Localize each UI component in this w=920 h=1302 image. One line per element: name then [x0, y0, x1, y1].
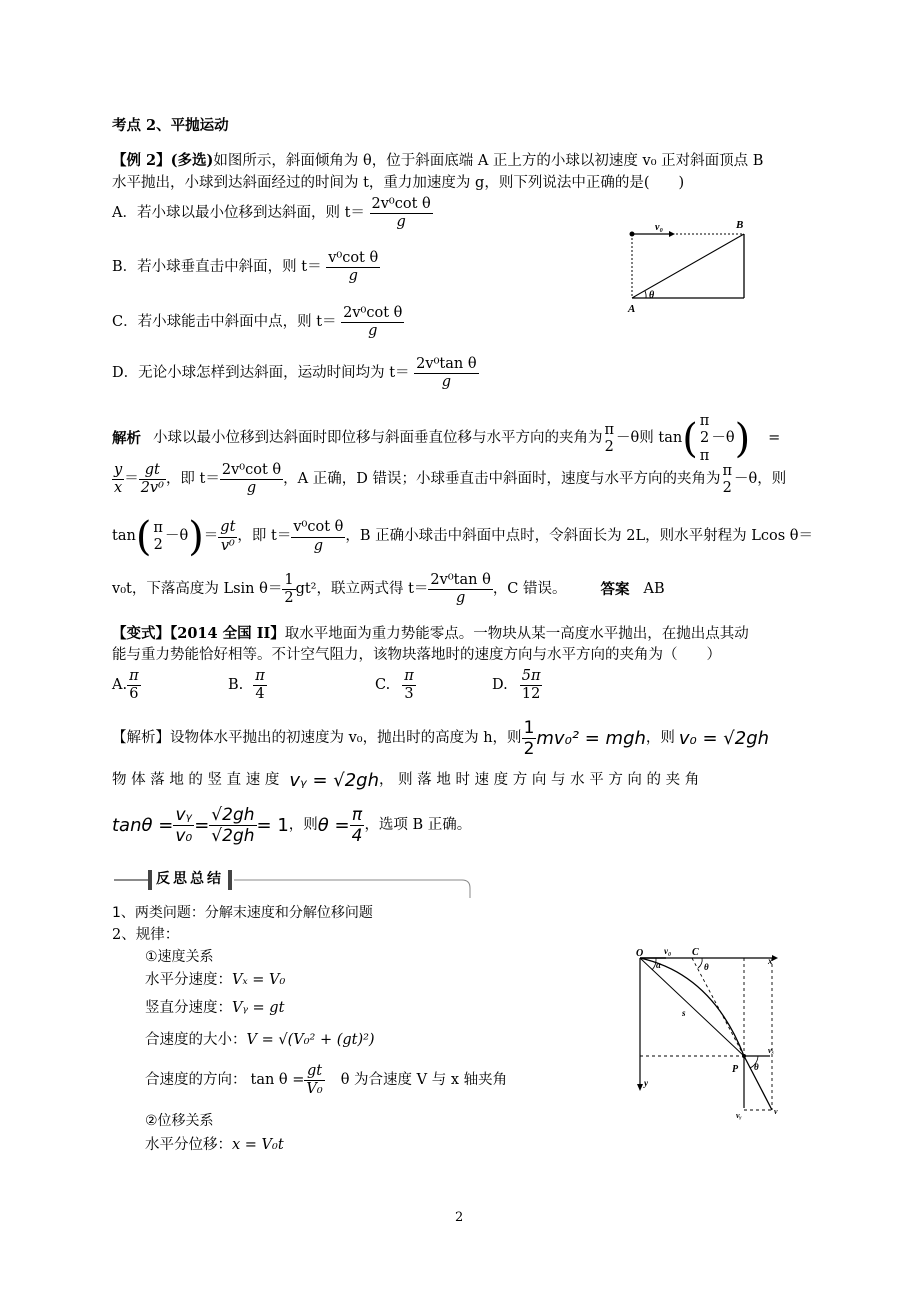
option-b-den: g: [348, 268, 358, 285]
eq4-frac2-num: √2gh: [211, 805, 255, 825]
eq4-frac3-num: π: [350, 805, 365, 826]
displacement-s: [640, 958, 744, 1056]
eq4-frac2: [209, 805, 256, 847]
analysis-line4: [112, 572, 665, 608]
reflection-bar-right: [228, 870, 232, 890]
variant-a-frac: [127, 668, 141, 704]
variant-option-b: [228, 668, 267, 704]
section-title: 考点 2、平抛运动: [112, 117, 229, 134]
answer-label: 答案: [600, 581, 630, 599]
variant-b-label: B.: [228, 677, 244, 694]
eq1-half-num: 1: [523, 718, 535, 738]
half-den: 2: [284, 590, 294, 607]
analysis-frac1-den: 2: [604, 439, 614, 456]
variant-a-label: A.: [112, 677, 128, 694]
label-theta-c: θ: [704, 962, 709, 972]
eq4-theta: θ =: [317, 815, 350, 837]
example-tag: 【例 2】: [112, 152, 171, 169]
label-vx: vₓ: [768, 1046, 775, 1055]
option-a-den: g: [396, 214, 406, 231]
option-b-text: B．若小球垂直击中斜面，则 t＝: [112, 259, 322, 276]
paren2-num: π: [153, 519, 163, 536]
eq2: v₀ = √2gh: [678, 728, 770, 750]
dir-tan: tan θ =: [250, 1072, 305, 1089]
velocity-title: ①速度关系: [145, 949, 214, 965]
dir-frac: [304, 1063, 324, 1099]
v0-arrowhead: [669, 231, 675, 237]
option-d-text: D．无论小球怎样到达斜面，运动时间均为 t＝: [112, 365, 410, 382]
option-b-frac: [326, 250, 380, 286]
analysis-text3a: ，即 t＝: [237, 528, 292, 545]
vx-row: [145, 972, 285, 989]
t-den: g: [246, 480, 257, 497]
variant-b-num: π: [253, 668, 267, 686]
reflection-line-right: [234, 880, 470, 898]
label-theta-p: θ: [754, 1062, 759, 1072]
answer-value: AB: [643, 581, 665, 598]
analysis-paren-extra: π: [699, 447, 710, 464]
label-P: P: [732, 1064, 739, 1075]
variant-line1: [112, 625, 749, 643]
option-d: [112, 356, 479, 392]
option-c-text: C．若小球能击中斜面中点，则 t＝: [112, 314, 337, 331]
analysis-paren-frac: [698, 413, 712, 465]
gt-den: 2v⁰: [140, 480, 164, 497]
paren2-minus: －θ: [164, 528, 189, 545]
analysis-line3: tan( π 2 －θ)＝ $\frac{gt}{\text{v⁰}}$ ，即 t＝ $\frac{\text{v⁰cot θ}}{g}$ ，B 正确小球击中斜面中点时，令斜面长为 2L，则水平射程为 Lcos θ＝: [112, 514, 813, 560]
analysis-text2c: ，即 t＝: [165, 471, 220, 488]
analysis-paren-den: 2: [699, 430, 710, 447]
example-stem-text1: 如图所示，斜面倾角为 θ，位于斜面底端 A 正上方的小球以初速度 v₀ 正对斜面顶点 B: [213, 153, 764, 169]
option-a-frac: [370, 196, 433, 232]
variant-analysis-tag: 【解析】: [112, 730, 170, 747]
reflection-item1: 1、两类问题：分解末速度和分解位移问题: [112, 905, 373, 921]
label-v0: v₀: [655, 222, 663, 233]
analysis-text2g: －θ，则: [733, 471, 787, 488]
dir-frac-den: V₀: [306, 1081, 323, 1098]
eq4-frac1: [173, 805, 194, 847]
variant-d-num: 5π: [520, 668, 543, 686]
label-v0-fig2: v₀: [664, 946, 672, 956]
variant-a-num: π: [127, 668, 141, 686]
vx-eq: Vₓ = V₀: [232, 972, 286, 988]
t3-den: g: [455, 590, 466, 607]
eq4-then: ，则: [288, 817, 318, 834]
analysis-gtv0-frac: [218, 519, 237, 555]
vy-row: [145, 1000, 284, 1017]
analysis-half-frac: [282, 572, 295, 608]
t2-den: g: [313, 537, 323, 554]
option-b-num: v⁰cot θ: [326, 250, 380, 268]
x-eq: x = V₀t: [232, 1137, 284, 1153]
v-row: [145, 1032, 375, 1049]
analysis-line1: [112, 413, 780, 465]
analysis-text4b: gt²，联立两式得 t＝: [295, 581, 429, 598]
variant-d-frac: [520, 668, 543, 704]
x-row: [145, 1137, 284, 1154]
variant-analysis-text2: 物 体 落 地 的 竖 直 速 度: [112, 772, 280, 789]
label-C: C: [692, 947, 699, 958]
option-b: [112, 250, 380, 286]
eq1-half-frac: [522, 718, 537, 760]
label-vy: vᵧ: [736, 1111, 742, 1120]
variant-analysis-line1: [112, 718, 769, 760]
variant-option-d: [492, 668, 542, 704]
v-eq: V = √(V₀² + (gt)²): [246, 1032, 375, 1048]
example-stem-line1: [112, 152, 763, 170]
option-d-frac: [414, 356, 478, 392]
variant-d-label: D.: [492, 677, 508, 694]
analysis-tan: tan: [112, 528, 136, 545]
analysis-line2: $\frac{y}{x}$ ＝ $\frac{gt}{\text{2v⁰}}$ ，即 t＝ $\frac{\text{2v⁰cot θ}}{g}$ ，A 正确，D 错误；小球垂直击中斜面时，速度与水平方向的夹角为 π 2 －θ，则: [114, 462, 787, 497]
example-multi: (多选): [170, 152, 214, 169]
variant-c-num: π: [402, 668, 416, 686]
variant-line2: 能与重力势能恰好相等。不计空气阻力，该物块落地时的速度方向与水平方向的夹角为（ ）: [112, 647, 721, 663]
label-s: s: [682, 1008, 686, 1018]
paren-left-1: (: [682, 416, 698, 463]
eq4-frac3-den: 4: [351, 826, 363, 847]
variant-analysis-text2b: ， 则 落 地 时 速 度 方 向 与 水 平 方 向 的 夹 角: [379, 772, 700, 789]
option-c: [112, 305, 404, 341]
reflection-title: 反思总结: [156, 871, 224, 887]
reflection-item2: 2、规律：: [112, 927, 180, 943]
yx-den: x: [114, 480, 123, 497]
option-a-text: A．若小球以最小位移到达斜面，则 t＝: [112, 205, 365, 222]
incline-figure: [622, 216, 752, 316]
paren-right-1: ): [734, 416, 751, 463]
projectile-figure: [632, 944, 780, 1126]
analysis-text3b: ，B 正确小球击中斜面中点时，令斜面长为 2L，则水平射程为 Lcos θ＝: [345, 528, 813, 545]
eq4-tan: tanθ =: [112, 815, 174, 837]
analysis-text4c: ，C 错误。: [492, 581, 567, 598]
analysis-paren-num: π: [699, 413, 710, 429]
pi2-num: π: [722, 462, 732, 479]
variant-analysis-line3: [112, 805, 471, 847]
variant-a-den: 6: [129, 686, 139, 703]
displacement-title: ②位移关系: [145, 1113, 214, 1129]
analysis-pi2-frac: [720, 463, 734, 498]
gt-num: gt: [139, 462, 166, 480]
reflection-bar-left: [148, 870, 152, 890]
eq4-frac2-den: √2gh: [211, 826, 255, 847]
eq4-frac1-den: v₀: [175, 826, 193, 847]
page-number: 2: [455, 1210, 464, 1225]
yx-num: y: [112, 462, 124, 480]
paren-left-2: (: [135, 514, 152, 560]
half-num: 1: [282, 572, 295, 590]
t2-num: v⁰cot θ: [291, 519, 345, 537]
variant-b-frac: [253, 668, 267, 704]
theta-arc: [645, 291, 646, 298]
variant-option-a: [112, 668, 141, 704]
ball: [630, 232, 635, 237]
analysis-gt-frac: [139, 462, 166, 498]
analysis-text2e: ，A 正确，D 错误；小球垂直击中斜面时，速度与水平方向的夹角为: [283, 471, 721, 488]
eq4-frac3: [350, 805, 365, 847]
incline-slope: [632, 234, 744, 298]
eq1-rest: mv₀² = mgh: [536, 728, 646, 750]
variant-d-den: 12: [521, 686, 541, 703]
option-a: [112, 196, 433, 232]
vy-label: 竖直分速度：: [145, 1000, 232, 1016]
point-p: [742, 1054, 746, 1058]
variant-text1: 取水平地面为重力势能零点。一物块从某一高度水平抛出，在抛出点其动: [284, 626, 749, 642]
dir-note: θ 为合速度 V 与 x 轴夹角: [340, 1072, 508, 1089]
label-alpha: α: [656, 960, 661, 970]
analysis-frac1: [603, 422, 617, 457]
option-a-num: 2v⁰cot θ: [370, 196, 433, 214]
option-c-num: 2v⁰cot θ: [341, 305, 404, 323]
dir-frac-num: gt: [304, 1063, 324, 1081]
analysis-t3-frac: [428, 572, 492, 608]
pi2-den: 2: [722, 479, 732, 496]
analysis-t-frac: [220, 462, 283, 498]
variant-analysis-text1: 设物体水平抛出的初速度为 v₀，抛出时的高度为 h，则: [170, 730, 522, 747]
analysis-paren-minus: －θ: [711, 430, 735, 447]
paren-right-2: ): [188, 514, 204, 560]
tangent-dash: [692, 958, 744, 1056]
t-num: 2v⁰cot θ: [220, 462, 283, 480]
vx-label: 水平分速度：: [145, 972, 232, 988]
analysis-text1: 小球以最小位移到达斜面时即位移与斜面垂直位移与水平方向的夹角为: [153, 430, 603, 447]
analysis-yx-frac: [112, 462, 124, 498]
eq1-then: ，则: [645, 730, 675, 747]
label-A: A: [628, 303, 636, 315]
label-O: O: [636, 948, 644, 959]
dir-label: 合速度的方向：: [145, 1072, 247, 1089]
analysis-paren2-frac: [151, 520, 165, 555]
eq1-half-den: 2: [523, 739, 535, 760]
analysis-label: 解析: [112, 430, 141, 448]
label-x: x: [768, 956, 773, 966]
option-d-den: g: [441, 374, 452, 391]
x-label: 水平分位移：: [145, 1137, 232, 1153]
analysis-frac1-num: π: [604, 421, 615, 438]
variant-analysis-line2: [112, 770, 699, 792]
paren2-den: 2: [153, 537, 163, 553]
dir-row: [145, 1063, 507, 1099]
option-c-den: g: [368, 323, 378, 340]
variant-option-c: [375, 668, 416, 704]
example-stem-line2: 水平抛出，小球到达斜面经过的时间为 t，重力加速度为 g，则下列说法中正确的是( ): [112, 175, 685, 191]
eq4-one: = 1: [256, 815, 289, 837]
variant-tag: 【变式】【2014 全国 II】: [112, 625, 285, 642]
theta-arc-c: [698, 958, 702, 968]
eq3: vᵧ = √2gh: [289, 770, 380, 791]
label-y: y: [644, 1078, 648, 1088]
v-label: 合速度的大小：: [145, 1032, 247, 1048]
analysis-text4a: v₀t，下落高度为 Lsin θ＝: [112, 581, 283, 598]
label-v: v: [774, 1107, 778, 1116]
label-theta: θ: [649, 290, 655, 301]
y-axis-arrow: [637, 1084, 643, 1091]
analysis-eq: =: [768, 430, 781, 447]
eq4-eq: =: [194, 815, 210, 837]
label-B: B: [736, 219, 744, 231]
eq4-frac1-num: vᵧ: [173, 805, 194, 826]
gtv0-num: gt: [218, 519, 237, 537]
analysis-t2-frac: [291, 519, 345, 555]
variant-c-frac: [402, 668, 416, 704]
x-axis-arrow: [772, 955, 778, 961]
variant-b-den: 4: [255, 686, 265, 703]
option-d-num: 2v⁰tan θ: [414, 356, 478, 374]
variant-c-label: C.: [375, 677, 391, 694]
vy-eq: Vᵧ = gt: [232, 1000, 285, 1016]
variant-c-den: 3: [404, 686, 414, 703]
eq4-end: ，选项 B 正确。: [364, 817, 472, 834]
option-c-frac: [341, 305, 404, 341]
t3-num: 2v⁰tan θ: [428, 572, 492, 590]
gtv0-den: v⁰: [220, 537, 235, 554]
analysis-text1b: －θ则 tan: [616, 430, 683, 447]
